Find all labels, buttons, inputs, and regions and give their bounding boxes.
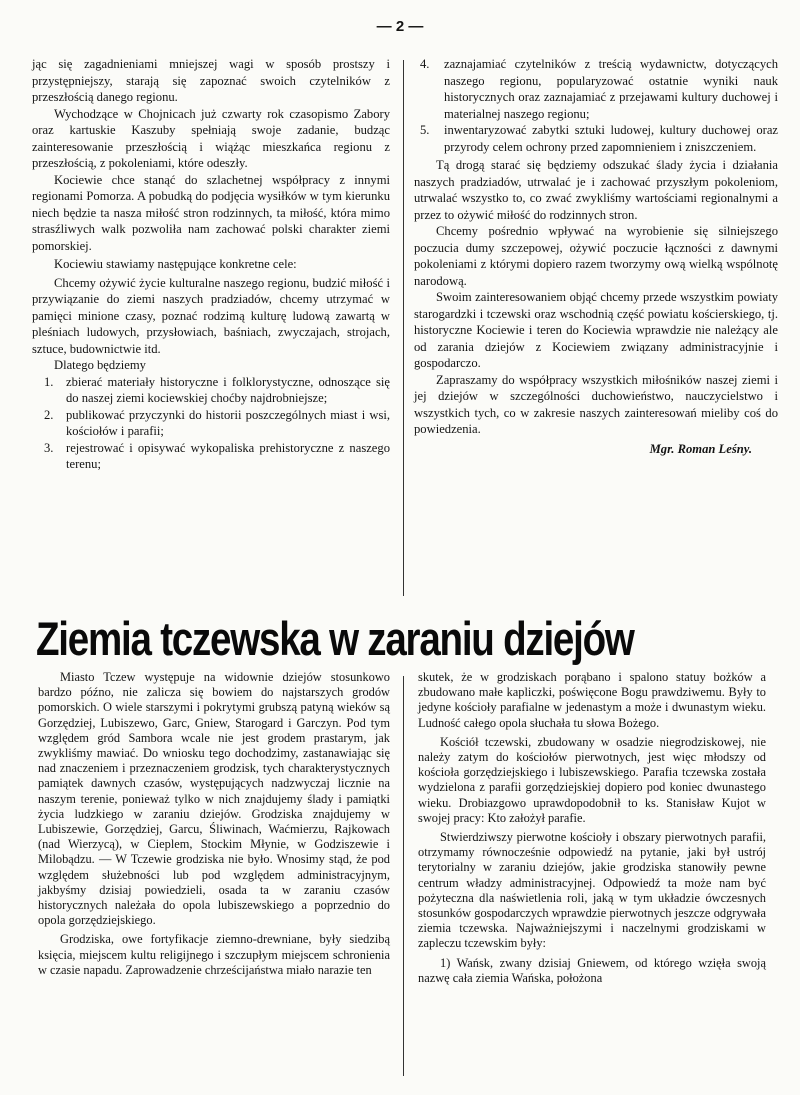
column-divider — [403, 676, 404, 1076]
editorial-section — [26, 56, 778, 604]
article-headline: Ziemia tczewska w zaraniu dziejów — [36, 612, 634, 665]
paragraph: Zapraszamy do współpracy wszystkich miłośników naszej ziemi i jej dziejów w szczególności duchowieństwo, nauczycielstwo i wszystkich tych, co w zakresie naszych zainteresowań mieliby coś do powiedzenia. — [414, 372, 778, 436]
paragraph: Stwierdziwszy pierwotne kościoły i obszary pierwotnych parafii, otrzymamy równocześnie odpowiedź na pytanie, jaki był ustrój terytorialny w zaraniu dziejów, jakie grodziska stanowiły pewne centrum władzy administracyjnej. Odpowiedź ta może nam być pożyteczna dla naświetlenia roli, jaką w tym układzie ówczesnych stosunków gospodarczych wprawdzie pierwotnych jeszcze odgrywała ziemia tczewska. Najważniejszymi i naczelnymi grodziskami w zapleczu tczewskim były: — [418, 830, 766, 951]
paragraph: 1) Wańsk, zwany dzisiaj Gniewem, od którego wzięła swoją nazwę cała ziemia Wańska, położona — [418, 955, 766, 985]
paragraph: skutek, że w grodziskach porąbano i spalono statuy bożków a zbudowano małe kapliczki, poświęcone Bogu prawdziwemu. Były to jedyne kościoły parafialne w jedenastym a może i dwunastym wieku. Ludność całego opola słuchała tu słowa Bożego. — [418, 670, 766, 730]
page-number: — 2 — — [376, 18, 424, 35]
list-text: zbierać materiały historyczne i folklorystyczne, odnoszące się do naszej ziemi kociewskiej choćby najdrobniejsze; — [66, 374, 390, 405]
paragraph: Dlatego będziemy — [54, 358, 146, 372]
article-right-column — [418, 670, 766, 986]
paragraph: Chcemy pośrednio wpływać na wyrobienie się silniejszego poczucia dumy szczepowej, ożywić poczucie łączności z dawnymi pokoleniami z którymi dopiero razem tworzymy ową wielką wspólnotę narodową. — [414, 224, 778, 288]
paragraph: Kociewie chce stanąć do szlachetnej współpracy z innymi regionami Pomorza. A pobudką do podjęcia wysiłków w tym kierunku niech będzie ta nasza miłość stron rodzinnych, ta miłość, która mimo strasźliwych walk pozwoliła nam zachować polski charakter ziemi pomorskiej. — [32, 172, 390, 253]
list-number: 4. — [420, 57, 430, 71]
article-left-column — [38, 670, 390, 978]
paragraph: jąc się zagadnieniami mniejszej wagi w sposób prostszy i przystępniejszy, starają się zapoznać swoich czytelników z przeszłością danego regionu. — [32, 57, 390, 104]
list-item — [414, 56, 778, 122]
column-divider — [403, 60, 404, 596]
list-item — [414, 122, 778, 155]
list-item — [32, 440, 390, 473]
paragraph: Miasto Tczew występuje na widownie dziejów stosunkowo bardzo późno, nie zalicza się bowiem do najstarszych grodów pomorskich. O wiele starszymi i pokrytymi grubszą patyną wieków są Gorzędziej, Lubiszewo, Garc, Gniew, Starogard i Garczyn. Pod tym względem gród Sambora wcale nie jest grodem prastarym, jak zwykliśmy mawiać. Do wniosku tego dochodzimy, zastanawiając się nad znaczeniem i przeznaczeniem grodzisk, tych charakterystycznych pamiątek dawnych czasów, występujących nadzwyczaj licznie na naszym terenie, ponieważ tylko w nich znajdujemy ślady i pamiątki życia ludzkiego w zaraniu dziejów. Grodziska znajdujemy w Lubiszewie, Gorzędziej, Garcu, Śliwinach, Waćmierzu, Rajkowach (nad Wierzycą), w Cieplem, Stockim Młynie, w Godziszewie i Milobądzu. — W Tczewie grodziska nie było. Wnosimy stąd, że pod względem służebności lub pod względem administracyjnym, jakbyśmy dzisiaj powiedzieli, osada ta w zaraniu czasów historycznych należała do opola lubiszewskiego a poprzednio do opola gorzędziejskiego. — [38, 670, 390, 928]
list-text: zaznajamiać czytelników z treścią wydawnictw, dotyczących naszego regionu, popularyzować ostatnie wyniki nauk historycznych oraz zaznajamiać z przejawami kultury duchowej i materialnej naszego regionu; — [444, 57, 778, 121]
paragraph: Kościół tczewski, zbudowany w osadzie niegrodziskowej, nie należy zatym do kościołów pierwotnych, jest więc młodszy od kościoła gorzędziejskiego i lubiszewskiego. Parafia tczewska została wydzielona z parafii gorzędziejskiej dopiero pod koniec dwunastego wieku. Drobiazgowo uprawdopodobnił to ks. Stanisław Kujot w swojej pracy: Kto założył parafie. — [418, 734, 766, 825]
goals-list — [32, 374, 390, 473]
list-text: publikować przyczynki do historii poszczególnych miast i wsi, kościołów i parafii; — [66, 407, 390, 438]
list-item — [32, 407, 390, 440]
list-text: inwentaryzować zabytki sztuki ludowej, kultury duchowej oraz przyrody celem ochrony przed zapomnieniem i zniszczeniem. — [444, 123, 778, 154]
paragraph: Chcemy ożywić życie kulturalne naszego regionu, budzić miłość i przywiązanie do ziemi naszych pradziadów, chcemy utrzymać w pamięci minione czasy, poznać rodzimą kulturę ludową zawartą w pleśniach ludowych, przysłowiach, baśniach, zwyczajach, strojach, sztuce, budownictwie itd. — [32, 275, 390, 356]
paragraph: Kociewiu stawiamy następujące konkretne cele: — [54, 257, 297, 271]
article-section — [0, 670, 800, 1095]
paragraph: Swoim zainteresowaniem objąć chcemy przede wszystkim powiaty starogardzki i tczewski oraz wschodnią część powiatu kościerskiego, tj. historyczne Kociewie i teren do Kociewia wprawdzie nie należący ale od zarania dziejów z Kociewiem związany administracyjnie i gospodarczo. — [414, 290, 778, 370]
paragraph: Grodziska, owe fortyfikacje ziemno-drewniane, były siedzibą księcia, miejscem kultu religijnego i szczupłym miejscem schronienia w czasie napadu. Zaprowadzenie chrześcijaństwa miało narazie ten — [38, 932, 390, 977]
list-number: 3. — [44, 440, 54, 455]
list-text: rejestrować i opisywać wykopaliska prehistoryczne z naszego terenu; — [66, 440, 390, 471]
editorial-left-column — [32, 56, 390, 473]
paragraph: Wychodzące w Chojnicach już czwarty rok czasopismo Zabory oraz kartuskie Kaszuby spełniają swoje zadanie, budząc zainteresowanie przeszłością i wiążąc mieszkańca regionu z przeszłością, z pokoleniami, które odeszły. — [32, 106, 390, 170]
headline-area — [0, 612, 800, 666]
list-item — [32, 374, 390, 407]
paragraph: Tą drogą starać się będziemy odszukać ślady życia i działania naszych pradziadów, utrwalać je i zachować przyszłym pokoleniom, utrwalać wszystko to, co zwać zwykliśmy wartościami regionalnymi a przez to ożywić miłość do rodzinnych stron. — [414, 158, 778, 222]
list-number: 2. — [44, 407, 54, 422]
list-number: 1. — [44, 374, 54, 389]
list-number: 5. — [420, 123, 430, 137]
editorial-right-column — [414, 56, 778, 457]
goals-list-continued — [414, 56, 778, 155]
author-signature: Mgr. Roman Leśny. — [649, 441, 752, 456]
